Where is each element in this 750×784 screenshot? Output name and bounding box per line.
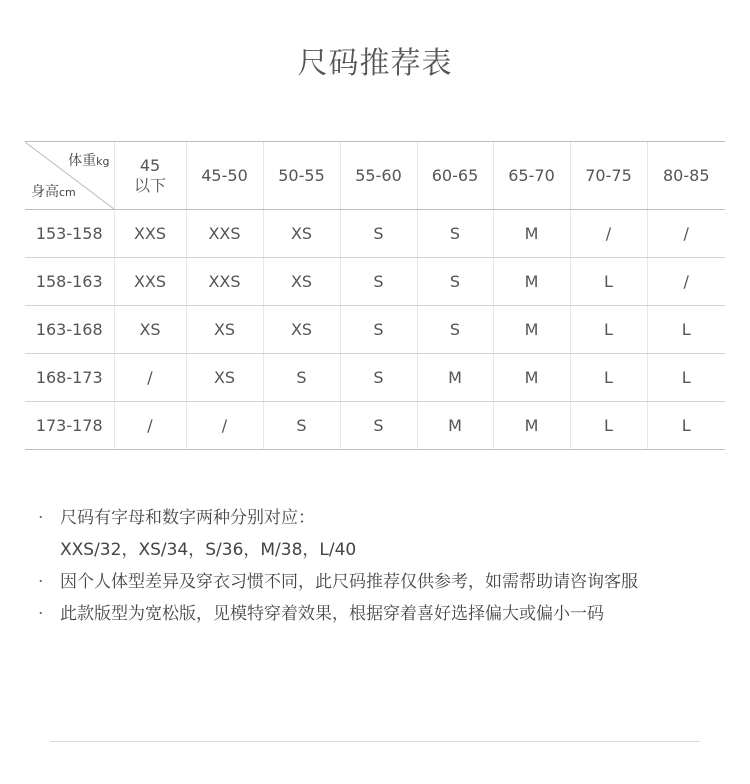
note-text: 因个人体型差异及穿衣习惯不同，此尺码推荐仅供参考，如需帮助请咨询客服 bbox=[60, 572, 638, 592]
note-text: 此款版型为宽松版，见模特穿着效果，根据穿着喜好选择偏大或偏小一码 bbox=[60, 604, 604, 624]
corner-header-cell bbox=[25, 142, 114, 210]
size-cell: / bbox=[114, 354, 186, 402]
weight-header-cell: 45-50 bbox=[186, 142, 263, 210]
size-cell: L bbox=[570, 354, 647, 402]
weight-header-cell: 55-60 bbox=[340, 142, 417, 210]
size-cell: S bbox=[263, 354, 340, 402]
size-cell: M bbox=[493, 258, 570, 306]
size-cell: / bbox=[186, 402, 263, 450]
table-row bbox=[25, 354, 725, 402]
size-cell: / bbox=[647, 258, 725, 306]
height-cell: 158-163 bbox=[25, 258, 114, 306]
size-cell: XS bbox=[186, 354, 263, 402]
height-axis-label: 身高cm bbox=[31, 184, 76, 200]
note-item bbox=[38, 601, 728, 633]
bullet-icon: · bbox=[38, 508, 44, 528]
size-cell: XXS bbox=[114, 258, 186, 306]
table-row bbox=[25, 306, 725, 354]
weight-header-cell: 80-85 bbox=[647, 142, 725, 210]
note-item bbox=[38, 569, 728, 601]
size-cell: M bbox=[493, 306, 570, 354]
size-cell: M bbox=[493, 354, 570, 402]
size-cell: M bbox=[417, 402, 493, 450]
size-cell: XS bbox=[263, 210, 340, 258]
table-row bbox=[25, 402, 725, 450]
weight-header-cell: 50-55 bbox=[263, 142, 340, 210]
size-cell: S bbox=[417, 258, 493, 306]
size-cell: / bbox=[647, 210, 725, 258]
size-cell: L bbox=[570, 258, 647, 306]
weight-axis-label: 体重kg bbox=[68, 153, 110, 169]
size-cell: S bbox=[340, 306, 417, 354]
note-item bbox=[38, 537, 728, 569]
weight-header-cell bbox=[114, 142, 186, 210]
size-cell: XXS bbox=[186, 258, 263, 306]
size-cell: L bbox=[647, 306, 725, 354]
note-text: 尺码有字母和数字两种分别对应： bbox=[60, 508, 315, 528]
size-cell: XS bbox=[114, 306, 186, 354]
height-cell: 168-173 bbox=[25, 354, 114, 402]
size-cell: M bbox=[417, 354, 493, 402]
weight-header-cell: 70-75 bbox=[570, 142, 647, 210]
size-cell: XS bbox=[263, 258, 340, 306]
size-cell: S bbox=[340, 258, 417, 306]
height-cell: 163-168 bbox=[25, 306, 114, 354]
size-cell: XXS bbox=[114, 210, 186, 258]
size-cell: S bbox=[340, 402, 417, 450]
bullet-icon: · bbox=[38, 572, 44, 592]
size-cell: / bbox=[570, 210, 647, 258]
note-item bbox=[38, 505, 728, 537]
page-title: 尺码推荐表 bbox=[297, 46, 453, 81]
weight-header-line2: 以下 bbox=[133, 175, 166, 195]
size-cell: S bbox=[340, 210, 417, 258]
weight-header-cell: 60-65 bbox=[417, 142, 493, 210]
size-cell: / bbox=[114, 402, 186, 450]
size-cell: XS bbox=[263, 306, 340, 354]
size-cell: L bbox=[647, 402, 725, 450]
height-cell: 153-158 bbox=[25, 210, 114, 258]
table-header-row bbox=[25, 142, 725, 210]
size-chart-table bbox=[25, 141, 725, 450]
size-cell: M bbox=[493, 402, 570, 450]
weight-header-cell: 65-70 bbox=[493, 142, 570, 210]
size-cell: L bbox=[647, 354, 725, 402]
notes-section bbox=[38, 505, 728, 633]
size-cell: L bbox=[570, 306, 647, 354]
table-row bbox=[25, 258, 725, 306]
size-cell: XS bbox=[186, 306, 263, 354]
size-cell: XXS bbox=[186, 210, 263, 258]
size-cell: S bbox=[417, 306, 493, 354]
bottom-divider bbox=[50, 741, 700, 742]
weight-header-line1: 45 bbox=[139, 155, 161, 175]
bullet-icon: · bbox=[38, 604, 44, 624]
note-text: XXS/32，XS/34，S/36，M/38，L/40 bbox=[60, 540, 357, 560]
size-cell: S bbox=[417, 210, 493, 258]
height-cell: 173-178 bbox=[25, 402, 114, 450]
size-cell: M bbox=[493, 210, 570, 258]
size-cell: S bbox=[263, 402, 340, 450]
size-cell: L bbox=[570, 402, 647, 450]
table-row bbox=[25, 210, 725, 258]
size-cell: S bbox=[340, 354, 417, 402]
